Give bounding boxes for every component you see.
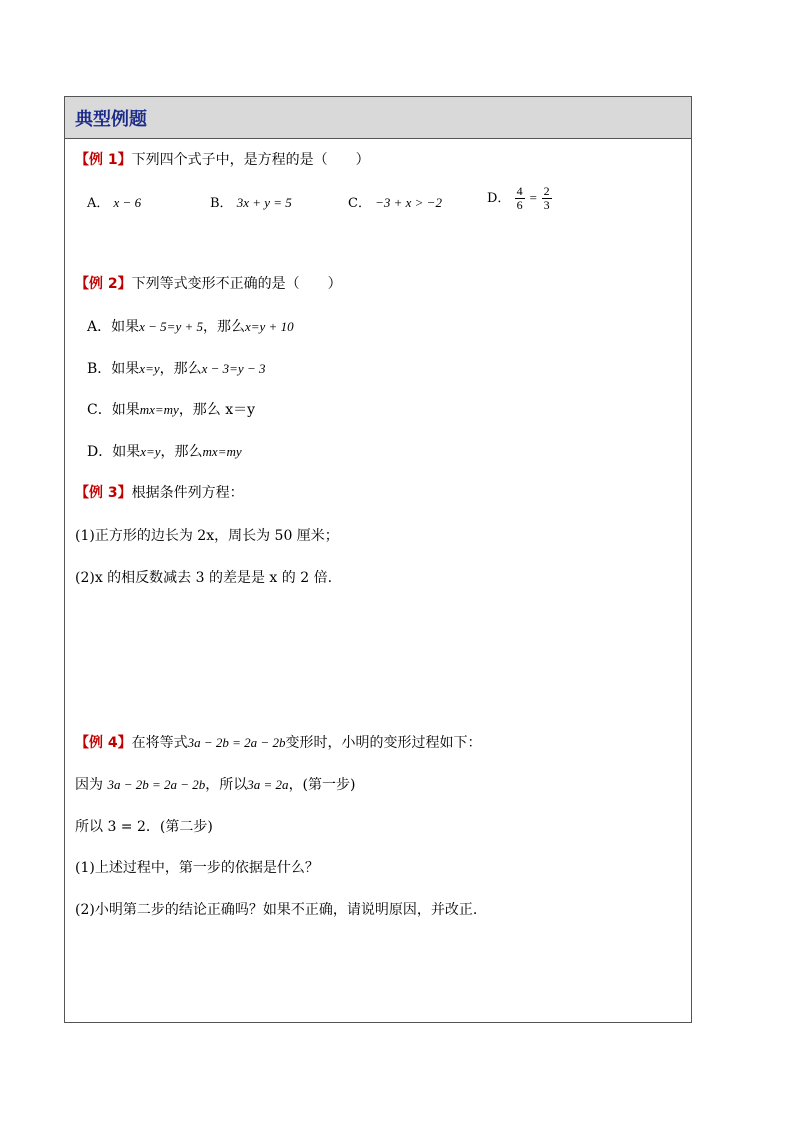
example-4-question: 【例 4】在将等式3a − 2b = 2a − 2b变形时，小明的变形过程如下： [75,735,482,751]
fraction-two-thirds: $\frac{2}{3}$ [543,184,550,212]
example-2-option-d: D．如果x=y，那么mx=my [87,444,242,460]
example-1-option-b: B． 3x + y = 5 [210,195,292,211]
example-4-question-2: (2)小明第二步的结论正确吗？如果不正确，请说明原因，并改正. [75,902,478,918]
example-3-tag: 【例 3】 [75,485,132,501]
example-3-item-1: (1)正方形的边长为 2x，周长为 50 厘米； [75,528,339,544]
table-header [65,97,691,139]
example-table [64,96,692,1023]
example-3-item-2: (2)x 的相反数减去 3 的差是是 x 的 2 倍. [75,570,333,586]
example-2-option-c: C．如果mx=my，那么 x＝y [87,402,256,418]
example-2-option-b: B．如果x=y，那么x − 3=y − 3 [87,361,266,377]
example-1-text: 下列四个式子中，是方程的是（ ） [131,152,370,168]
example-2-question [75,275,342,293]
example-1-option-a: A． x − 6 [87,195,142,211]
example-2-option-a: A．如果x − 5=y + 5，那么x=y + 10 [87,319,294,335]
example-4-step-2: 所以 3 = 2．(第二步) [75,819,213,835]
example-2-text: 下列等式变形不正确的是（ ） [131,276,342,292]
example-3-text: 根据条件列方程： [131,485,244,501]
section-title: 典型例题 [75,108,147,130]
example-4-step-1: 因为 3a − 2b = 2a − 2b，所以3a = 2a，(第一步) [75,777,356,793]
example-2-tag: 【例 2】 [75,276,132,292]
example-4-question-1: (1)上述过程中，第一步的依据是什么？ [75,860,319,876]
example-1-tag: 【例 1】 [75,152,132,168]
example-3-question [75,484,244,502]
example-1-option-d: D． $\frac{4}{6}$ = $\frac{2}{3}$ [487,184,550,212]
fraction-four-sixths: $\frac{4}{6}$ [516,184,523,212]
example-1-question [75,151,370,169]
example-1-option-c: C． −3 + x > −2 [348,195,442,211]
example-4-tag: 【例 4】 [75,735,132,751]
